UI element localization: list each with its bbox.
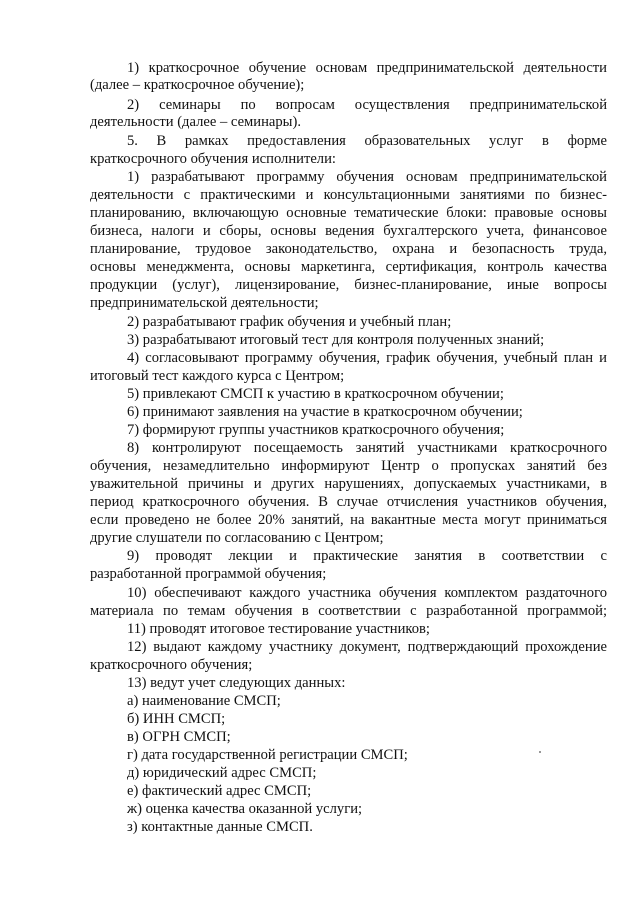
line-37: б) ИНН СМСП; xyxy=(127,711,226,727)
line-10: бизнеса, налоги и сборы, основы ведения бухгалтерского учета, финансовое xyxy=(90,223,607,239)
line-22: 8) контролируют посещаемость занятий участниками краткосрочного xyxy=(127,440,607,456)
line-17: 4) согласовывают программу обучения, график обучения, учебный план и xyxy=(127,350,607,366)
line-15: 2) разрабатывают график обучения и учебный план; xyxy=(127,314,452,330)
line-4: деятельности (далее – семинары). xyxy=(90,114,301,130)
line-33: 12) выдают каждому участнику документ, подтверждающий прохождение xyxy=(127,639,607,655)
line-36: а) наименование СМСП; xyxy=(127,693,281,709)
line-35: 13) ведут учет следующих данных: xyxy=(127,675,346,691)
line-25: период краткосрочного обучения. В случае отчисления участников обучения, xyxy=(90,494,607,510)
line-29: разработанной программой обучения; xyxy=(90,566,327,582)
line-6: краткосрочного обучения исполнители: xyxy=(90,151,336,167)
line-43: з) контактные данные СМСП. xyxy=(127,819,313,835)
line-5: 5. В рамках предоставления образовательных услуг в форме xyxy=(127,133,607,149)
line-9: планированию, включающую основные тематические блоки: правовые основы xyxy=(90,205,607,221)
line-11: планирование, трудовое законодательство, охрана и безопасность труда, xyxy=(90,241,607,257)
line-32: 11) проводят итоговое тестирование участников; xyxy=(127,621,430,637)
line-31: материала по темам обучения в соответствии с разработанной программой; xyxy=(90,603,607,619)
line-23: обучения, незамедлительно информируют Центр о пропусках занятий без xyxy=(90,458,607,474)
line-40: д) юридический адрес СМСП; xyxy=(127,765,317,781)
line-30: 10) обеспечивают каждого участника обучения комплектом раздаточного xyxy=(127,585,607,601)
line-3: 2) семинары по вопросам осуществления предпринимательской xyxy=(127,97,607,113)
line-42: ж) оценка качества оказанной услуги; xyxy=(127,801,363,817)
line-28: 9) проводят лекции и практические занятия в соответствии с xyxy=(127,548,607,564)
line-13: продукции (услуг), лицензирование, бизнес-планирование, иные вопросы xyxy=(90,277,607,293)
line-24: уважительной причины и других нарушениях, допускаемых участниками, в xyxy=(90,476,607,492)
line-14: предпринимательской деятельности; xyxy=(90,295,319,311)
line-18: итоговый тест каждого курса с Центром; xyxy=(90,368,345,384)
line-27: другие слушатели по согласованию с Центром; xyxy=(90,530,384,546)
line-16: 3) разрабатывают итоговый тест для контроля полученных знаний; xyxy=(127,332,545,348)
line-41: е) фактический адрес СМСП; xyxy=(127,783,312,799)
line-1: 1) краткосрочное обучение основам предпринимательской деятельности xyxy=(127,60,607,76)
line-2: (далее – краткосрочное обучение); xyxy=(90,77,305,93)
line-21: 7) формируют группы участников краткосрочного обучения; xyxy=(127,422,505,438)
line-12: основы менеджмента, основы маркетинга, сертификация, контроль качества xyxy=(90,259,607,275)
scan-speck xyxy=(539,751,541,753)
line-20: 6) принимают заявления на участие в краткосрочном обучении; xyxy=(127,404,523,420)
line-39: г) дата государственной регистрации СМСП; xyxy=(127,747,408,763)
line-7: 1) разрабатывают программу обучения основам предпринимательской xyxy=(127,169,607,185)
line-8: деятельности с практическими и консультационными занятиями по бизнес- xyxy=(90,187,607,203)
line-38: в) ОГРН СМСП; xyxy=(127,729,231,745)
line-19: 5) привлекают СМСП к участию в краткосрочном обучении; xyxy=(127,386,504,402)
line-34: краткосрочного обучения; xyxy=(90,657,253,673)
line-26: если проведено не более 20% занятий, на вакантные места могут приниматься xyxy=(90,512,607,528)
